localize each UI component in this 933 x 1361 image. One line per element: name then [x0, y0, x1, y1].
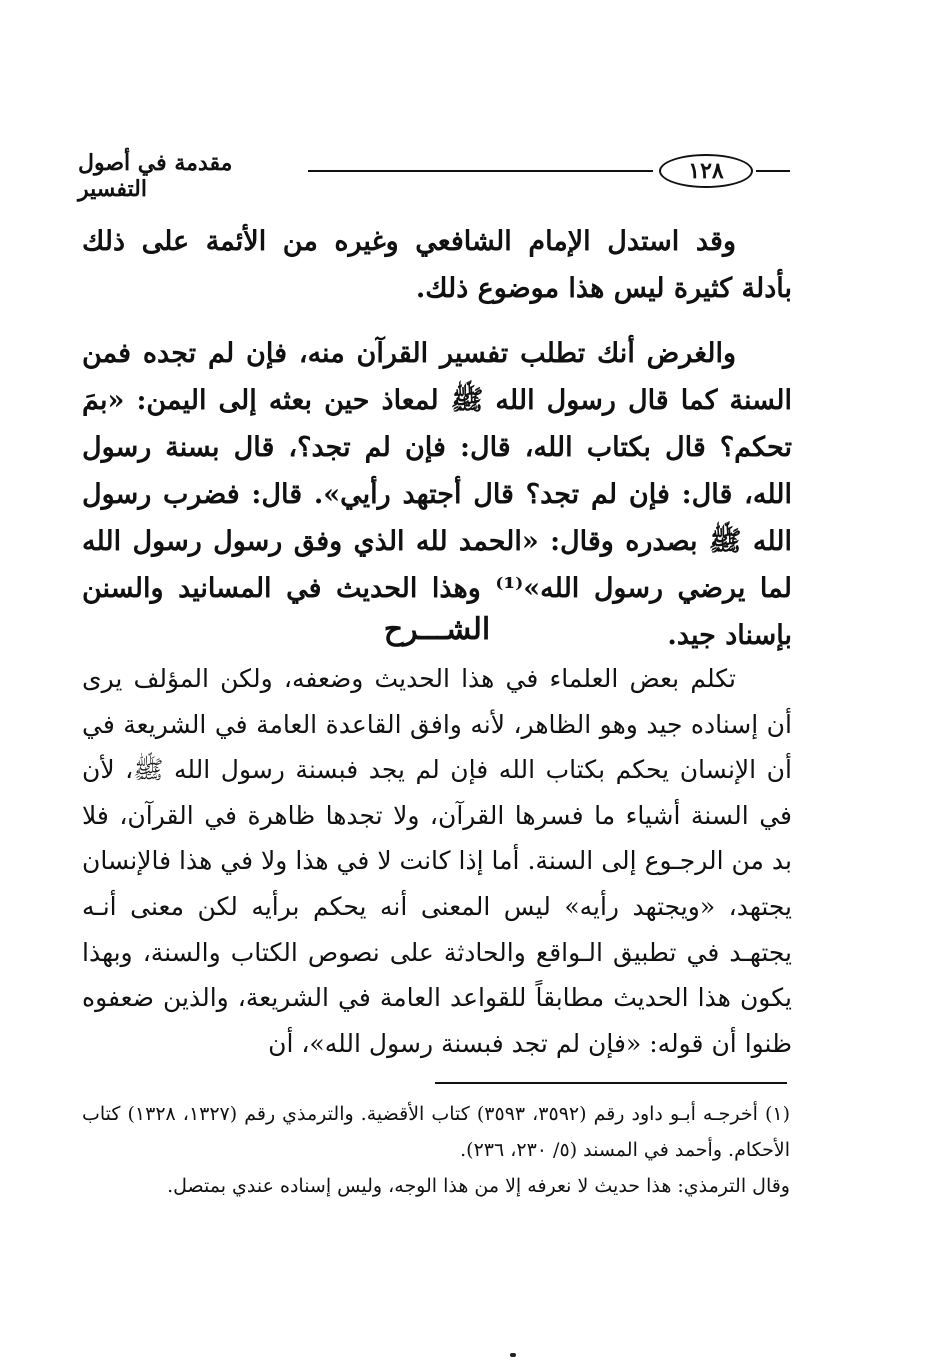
matn-paragraph-1: وقد استدل الإمام الشافعي وغيره من الأئمة على ذلك بأدلة كثيرة ليس هذا موضوع ذلك.	[82, 226, 792, 304]
running-title: مقدمة في أصول التفسير	[78, 150, 233, 202]
footnotes	[82, 1096, 790, 1204]
footnote-separator	[435, 1082, 787, 1084]
print-mark	[510, 1353, 516, 1357]
header-rule	[308, 170, 653, 172]
footnote-1: (١) أخرجـه أبـو داود رقم (٣٥٩٢، ٣٥٩٣) كتاب الأقضية. والترمذي رقم (١٣٢٧، ١٣٢٨) كتاب الأحكام. وأحمد في المسند (٥/ ٢٣٠، ٢٣٦).	[82, 1103, 791, 1161]
section-title: الشـــرح	[383, 612, 491, 647]
page-header	[78, 146, 790, 202]
sharh-paragraph: تكلم بعض العلماء في هذا الحديث وضعفه، ولكن المؤلف يرى أن إسناده جيد وهو الظاهر، لأنه وافق القاعدة العامة في الشريعة في أن الإنسان يحكم بكتاب الله فإن لم يجد فبسنة رسول الله ﷺ، لأن في السنة أشياء ما فسرها القرآن، ولا تجدها ظاهرة في القرآن، فلا بد من الرجـوع إلى السنة. أما إذا كانت لا في هذا ولا في هذا فالإنسان يجتهد، «ويجتهد رأيه» ليس المعنى أنه يحكم برأيه لكن معنى أنـه يجتهـد في تطبيق الـواقع والحادثة على نصوص الكتاب والسنة، وبهذا يكون هذا الحديث مطابقاً للقواعد العامة في الشريعة، والذين ضعفوه ظنوا أن قوله: «فإن لم تجد فبسنة رسول الله»، أن	[82, 664, 792, 1058]
matn-paragraph-2: والغرض أنك تطلب تفسير القرآن منه، فإن لم تجده فمن السنة كما قال رسول الله ﷺ لمعاذ حين بعثه إلى اليمن: «بمَ تحكم؟ قال بكتاب الله، قال: فإن لم تجد؟، قال بسنة رسول الله، قال: فإن لم تجد؟ قال أجتهد رأيي». قال: فضرب رسول الله ﷺ بصدره وقال: «الحمد لله الذي وفق رسول رسول الله لما يرضي رسول الله»⁽¹⁾ وهذا الحديث في المسانيد والسنن بإسناد جيد.	[82, 338, 792, 651]
header-rule-short	[756, 170, 790, 172]
page-number: ١٢٨	[659, 154, 753, 188]
footnote-1-continued: وقال الترمذي: هذا حديث لا نعرفه إلا من هذا الوجه، وليس إسناده عندي بمتصل.	[167, 1175, 790, 1197]
